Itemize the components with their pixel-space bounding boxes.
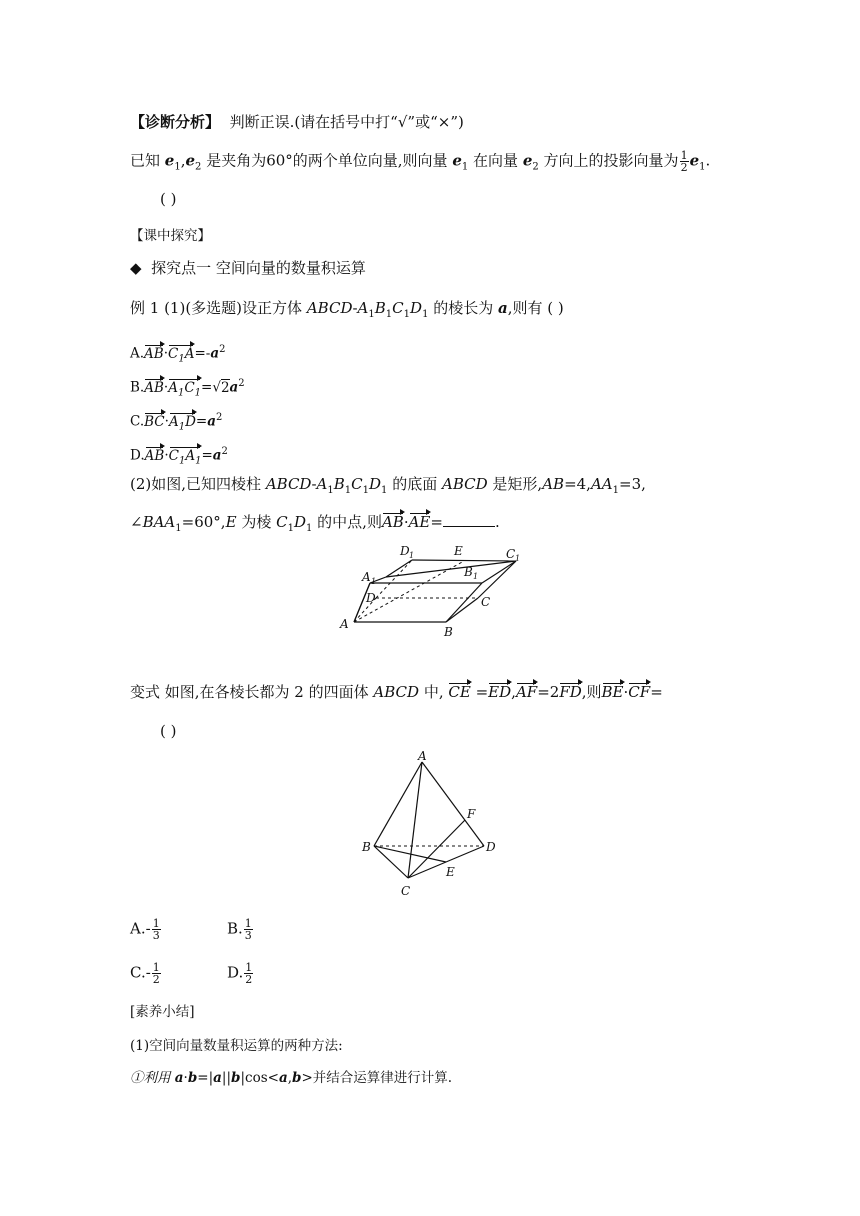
svg-text:1: 1	[409, 551, 415, 560]
summary-title: [素养小结]	[130, 1004, 195, 1020]
variant-question: 变式 如图,在各棱长都为 2 的四面体 ABCD 中, CE =ED,AF=2FD,则BE·CF=	[130, 683, 663, 701]
variant-option-c: C.- $\frac{1}{2}$	[130, 961, 160, 986]
example1-option-b: $B.AB\cdot A_1C_1=√2a^2$	[130, 374, 245, 403]
diagnosis-instruction: 判断正误.(请在括号中打“√”或“×”)	[229, 113, 464, 131]
label-D: D	[486, 840, 496, 854]
label-B: B	[444, 625, 453, 639]
answer-blank[interactable]	[443, 512, 495, 527]
tetrahedron-figure	[360, 750, 510, 900]
fraction-b: $\frac{1}{3}$	[244, 917, 252, 942]
diagnosis-statement: 已知 $e_1,e_2$ 是夹角为60°的两个单位向量,则向量 $e_1$ 在向量 $e_2$ 方向上的投影向量为 $\frac{1}{2}$ $e_1$.	[130, 149, 711, 174]
label-D1: D	[400, 544, 410, 558]
example1-part2-line1: (2)如图,已知四棱柱 ABCD-$A_1B_1C_1D_1$ 的底面 ABCD 是矩形$,AB=4,AA_1=3$,	[130, 475, 646, 496]
example1-part2-line2: $\angle BAA_1=60^\circ,E$ 为棱 $C_1D_1$ 的中点,则AB·AE= .	[130, 513, 500, 534]
svg-text:1: 1	[473, 572, 479, 581]
prism-figure	[336, 540, 556, 640]
variant-option-b: B. $\frac{1}{3}$	[227, 917, 252, 942]
variant-option-d: D. $\frac{1}{2}$	[227, 961, 253, 986]
label-B: B	[362, 840, 371, 854]
label-F: F	[467, 807, 476, 821]
label-C: C	[481, 595, 491, 609]
label-A1: A	[362, 570, 371, 584]
label-C: C	[401, 884, 411, 898]
label-E: E	[454, 544, 463, 558]
section-title: 【课中探究】	[130, 228, 211, 244]
label-D: D	[366, 591, 376, 605]
example1-question: 例 1 (1)(多选题)设正方体 ABCD-$A_1B_1C_1D_1$ 的棱长为 a,则有 ( )	[130, 299, 564, 320]
fraction-c: $\frac{1}{2}$	[152, 961, 160, 986]
label-A: A	[418, 750, 427, 763]
label-C1: C	[506, 547, 516, 561]
variant-option-a: A.- $\frac{1}{3}$	[130, 917, 160, 942]
example1-option-a: $A.AB\cdot C_1A=-a^2$	[130, 340, 225, 369]
example1-option-d: $D.AB\cdot C_1A_1=a^2$	[130, 442, 228, 471]
fraction-a: $\frac{1}{3}$	[152, 917, 160, 942]
explore-point-title: ◆ 探究点一 空间向量的数量积运算	[130, 259, 366, 277]
summary-method1: ①利用 a·b=|a||b|cos<a,b>并结合运算律进行计算.	[130, 1070, 453, 1086]
label-A: A	[340, 617, 349, 631]
diamond-icon: ◆	[130, 259, 142, 277]
summary-point1: (1)空间向量数量积运算的两种方法:	[130, 1038, 343, 1054]
svg-text:1: 1	[515, 554, 521, 563]
variant-answer-paren: ( )	[160, 722, 177, 740]
fraction-one-half: $\frac{1}{2}$	[680, 149, 688, 174]
diagnosis-header	[130, 112, 464, 132]
svg-text:1: 1	[371, 577, 377, 586]
fraction-d: $\frac{1}{2}$	[245, 961, 253, 986]
diagnosis-label: 【诊断分析】	[130, 113, 221, 131]
diagnosis-answer-paren: ( )	[160, 190, 177, 208]
label-E: E	[446, 865, 455, 879]
label-B1: B	[464, 565, 473, 579]
example1-option-c: $C.BC\cdot A_1D=a^2$	[130, 408, 222, 437]
